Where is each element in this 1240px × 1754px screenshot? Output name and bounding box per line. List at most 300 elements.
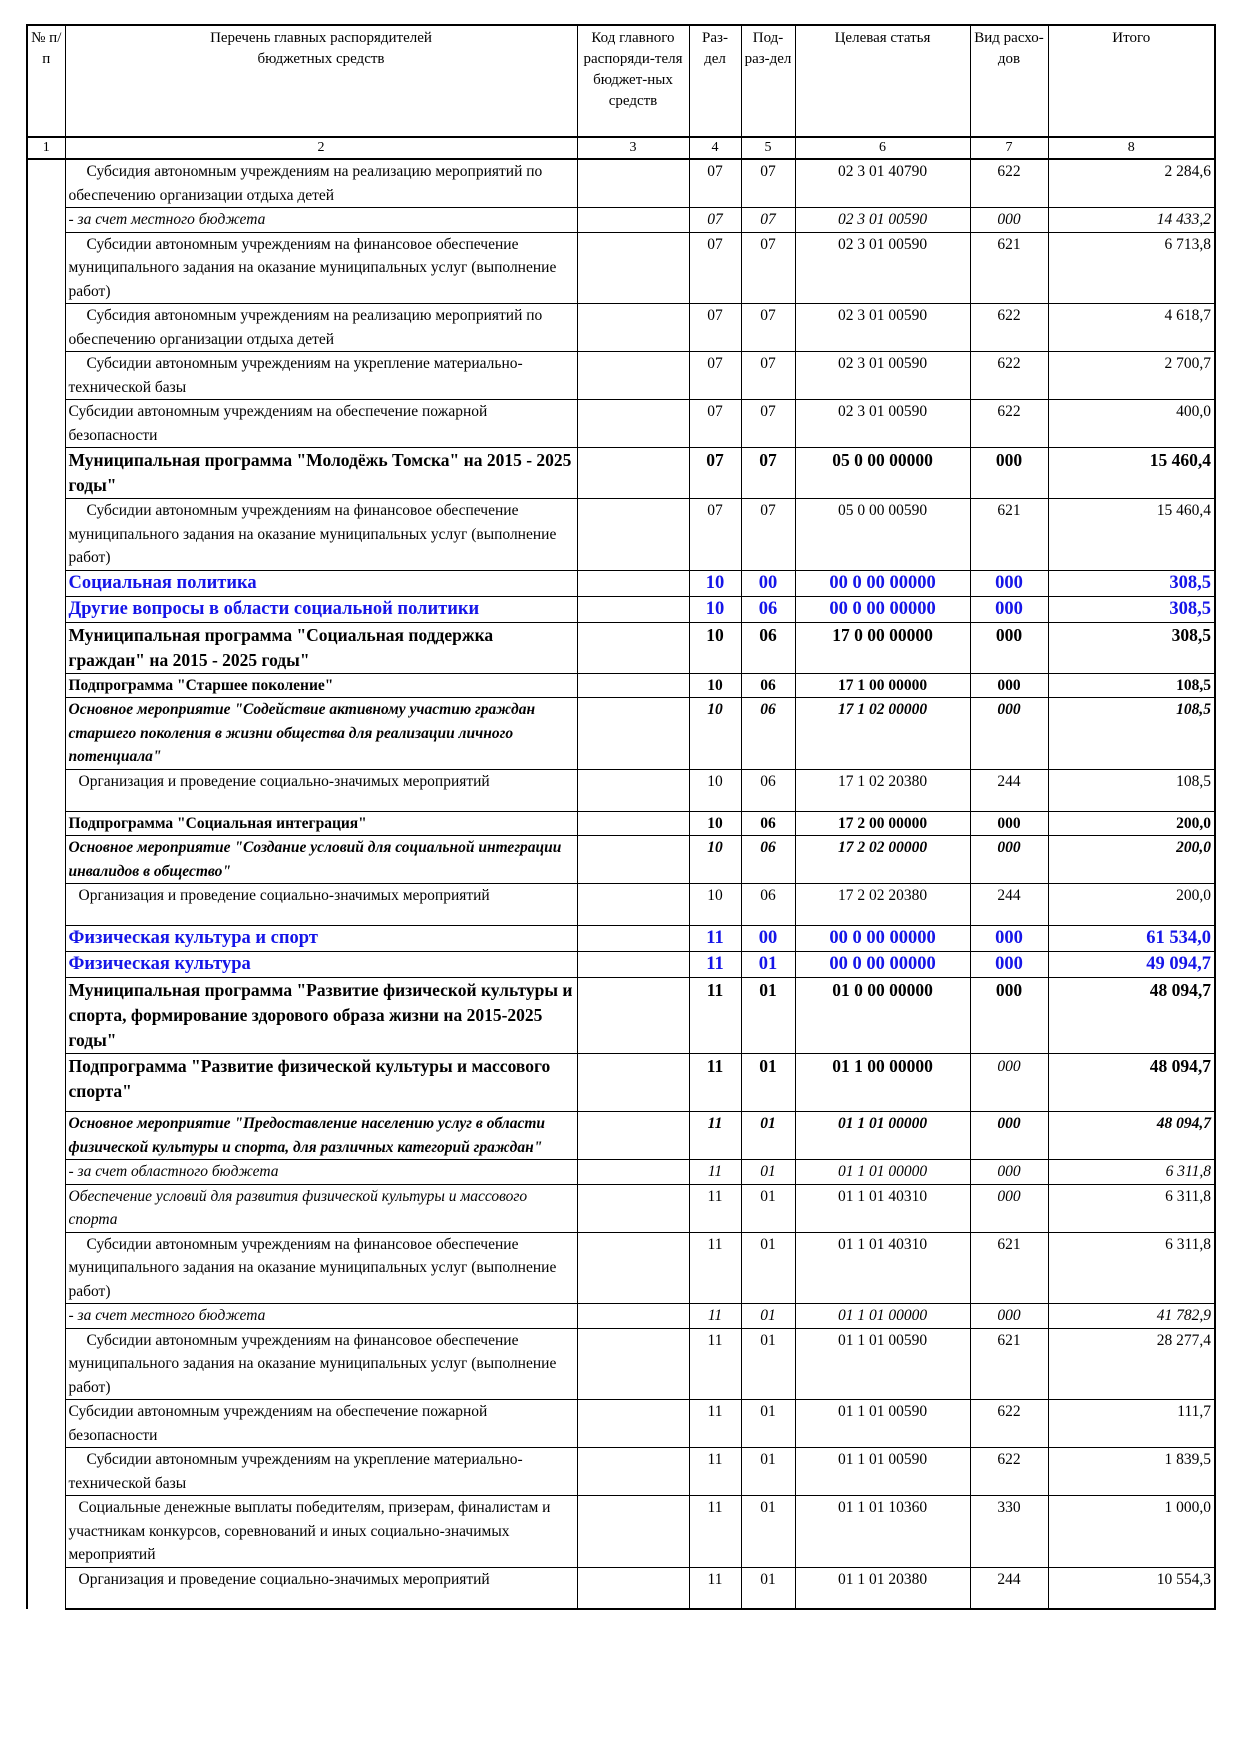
row-name: Социальная политика <box>65 570 577 596</box>
row-razdel: 07 <box>689 400 741 448</box>
row-code <box>577 1496 689 1568</box>
row-itogo: 200,0 <box>1048 811 1215 836</box>
row-razdel: 11 <box>689 1400 741 1448</box>
row-statya: 01 0 00 00000 <box>795 978 970 1054</box>
row-itogo: 111,7 <box>1048 1400 1215 1448</box>
row-razdel: 11 <box>689 1496 741 1568</box>
row-num <box>27 1400 65 1448</box>
row-itogo: 2 700,7 <box>1048 352 1215 400</box>
row-itogo: 6 713,8 <box>1048 232 1215 304</box>
row-razdel: 10 <box>689 596 741 622</box>
row-razdel: 11 <box>689 1054 741 1112</box>
row-name: Муниципальная программа "Социальная поддержка граждан" на 2015 - 2025 годы" <box>65 622 577 673</box>
row-num <box>27 1054 65 1112</box>
row-statya: 02 3 01 00590 <box>795 232 970 304</box>
row-statya: 17 2 02 00000 <box>795 836 970 884</box>
table-row <box>27 1232 1215 1304</box>
row-name: Организация и проведение социально-значимых мероприятий <box>65 769 577 811</box>
row-num <box>27 1232 65 1304</box>
row-razdel: 11 <box>689 1112 741 1160</box>
row-name: Подпрограмма "Старшее поколение" <box>65 673 577 698</box>
row-podrazdel: 00 <box>741 570 795 596</box>
row-code <box>577 1328 689 1400</box>
row-statya: 01 1 01 00000 <box>795 1112 970 1160</box>
table-row <box>27 622 1215 673</box>
row-podrazdel: 07 <box>741 159 795 208</box>
row-num <box>27 448 65 499</box>
table-row <box>27 1054 1215 1112</box>
row-code <box>577 952 689 978</box>
budget-table-page <box>26 24 1214 1610</box>
row-vid: 000 <box>970 622 1048 673</box>
row-statya: 05 0 00 00000 <box>795 448 970 499</box>
row-itogo: 49 094,7 <box>1048 952 1215 978</box>
row-vid: 000 <box>970 811 1048 836</box>
table-row <box>27 570 1215 596</box>
col-number-6: 6 <box>795 137 970 159</box>
row-statya: 01 1 01 20380 <box>795 1567 970 1609</box>
row-code <box>577 596 689 622</box>
row-vid: 244 <box>970 884 1048 926</box>
header-vid: Вид расхо-дов <box>970 25 1048 137</box>
row-name: Субсидии автономным учреждениям на укрепление материально-технической базы <box>65 352 577 400</box>
row-num <box>27 499 65 571</box>
row-statya: 00 0 00 00000 <box>795 596 970 622</box>
row-statya: 01 1 01 00000 <box>795 1160 970 1185</box>
row-statya: 01 1 01 40310 <box>795 1232 970 1304</box>
row-vid: 000 <box>970 952 1048 978</box>
row-razdel: 07 <box>689 448 741 499</box>
row-itogo: 48 094,7 <box>1048 978 1215 1054</box>
row-name: Подпрограмма "Развитие физической культуры и массового спорта" <box>65 1054 577 1112</box>
row-name: Основное мероприятие "Создание условий для социальной интеграции инвалидов в общество" <box>65 836 577 884</box>
row-vid: 000 <box>970 673 1048 698</box>
row-itogo: 28 277,4 <box>1048 1328 1215 1400</box>
row-statya: 01 1 01 00590 <box>795 1448 970 1496</box>
row-vid: 622 <box>970 400 1048 448</box>
row-code <box>577 400 689 448</box>
row-num <box>27 1567 65 1609</box>
row-code <box>577 352 689 400</box>
row-itogo: 1 000,0 <box>1048 1496 1215 1568</box>
row-statya: 01 1 01 00590 <box>795 1328 970 1400</box>
row-vid: 622 <box>970 1400 1048 1448</box>
row-num <box>27 208 65 233</box>
row-podrazdel: 06 <box>741 596 795 622</box>
row-razdel: 07 <box>689 352 741 400</box>
header-itogo: Итого <box>1048 25 1215 137</box>
row-name: Субсидия автономным учреждениям на реализацию мероприятий по обеспечению организации отдыха детей <box>65 304 577 352</box>
row-podrazdel: 01 <box>741 1496 795 1568</box>
row-name: Субсидия автономным учреждениям на реализацию мероприятий по обеспечению организации отдыха детей <box>65 159 577 208</box>
row-podrazdel: 01 <box>741 952 795 978</box>
row-podrazdel: 07 <box>741 448 795 499</box>
row-code <box>577 1232 689 1304</box>
row-podrazdel: 00 <box>741 926 795 952</box>
row-itogo: 308,5 <box>1048 596 1215 622</box>
row-vid: 622 <box>970 352 1048 400</box>
row-podrazdel: 01 <box>741 978 795 1054</box>
row-name: Организация и проведение социально-значимых мероприятий <box>65 884 577 926</box>
row-vid: 000 <box>970 570 1048 596</box>
row-itogo: 10 554,3 <box>1048 1567 1215 1609</box>
table-row <box>27 952 1215 978</box>
row-statya: 01 1 01 10360 <box>795 1496 970 1568</box>
row-statya: 02 3 01 00590 <box>795 304 970 352</box>
row-name: Физическая культура и спорт <box>65 926 577 952</box>
row-razdel: 11 <box>689 1160 741 1185</box>
row-vid: 622 <box>970 304 1048 352</box>
row-num <box>27 1184 65 1232</box>
row-num <box>27 159 65 208</box>
row-razdel: 10 <box>689 836 741 884</box>
row-num <box>27 769 65 811</box>
row-num <box>27 232 65 304</box>
row-podrazdel: 07 <box>741 352 795 400</box>
table-row <box>27 352 1215 400</box>
row-vid: 621 <box>970 1232 1048 1304</box>
table-row <box>27 304 1215 352</box>
row-itogo: 308,5 <box>1048 570 1215 596</box>
row-razdel: 10 <box>689 811 741 836</box>
row-itogo: 6 311,8 <box>1048 1160 1215 1185</box>
row-statya: 02 3 01 40790 <box>795 159 970 208</box>
header-razdel: Раз-дел <box>689 25 741 137</box>
row-code <box>577 1448 689 1496</box>
row-itogo: 15 460,4 <box>1048 448 1215 499</box>
row-vid: 621 <box>970 1328 1048 1400</box>
row-statya: 02 3 01 00590 <box>795 208 970 233</box>
row-razdel: 11 <box>689 1328 741 1400</box>
row-itogo: 108,5 <box>1048 769 1215 811</box>
row-name: Другие вопросы в области социальной политики <box>65 596 577 622</box>
row-statya: 02 3 01 00590 <box>795 400 970 448</box>
table-row <box>27 1400 1215 1448</box>
row-vid: 000 <box>970 698 1048 770</box>
row-num <box>27 811 65 836</box>
row-name: Физическая культура <box>65 952 577 978</box>
row-statya: 00 0 00 00000 <box>795 926 970 952</box>
row-itogo: 108,5 <box>1048 698 1215 770</box>
row-vid: 000 <box>970 208 1048 233</box>
row-itogo: 6 311,8 <box>1048 1232 1215 1304</box>
row-razdel: 10 <box>689 622 741 673</box>
row-name: Субсидии автономным учреждениям на обеспечение пожарной безопасности <box>65 1400 577 1448</box>
row-code <box>577 159 689 208</box>
row-code <box>577 836 689 884</box>
table-row <box>27 811 1215 836</box>
header-podrazdel: Под-раз-дел <box>741 25 795 137</box>
row-num <box>27 352 65 400</box>
row-name: Субсидии автономным учреждениям на укрепление материально-технической базы <box>65 1448 577 1496</box>
row-num <box>27 952 65 978</box>
row-podrazdel: 06 <box>741 769 795 811</box>
row-itogo: 48 094,7 <box>1048 1054 1215 1112</box>
row-name: - за счет областного бюджета <box>65 1160 577 1185</box>
table-row <box>27 1112 1215 1160</box>
row-vid: 000 <box>970 836 1048 884</box>
row-vid: 244 <box>970 1567 1048 1609</box>
row-statya: 17 2 02 20380 <box>795 884 970 926</box>
row-statya: 05 0 00 00590 <box>795 499 970 571</box>
row-podrazdel: 06 <box>741 836 795 884</box>
budget-table <box>26 24 1216 1610</box>
row-name: Подпрограмма "Социальная интеграция" <box>65 811 577 836</box>
table-row <box>27 836 1215 884</box>
row-num <box>27 596 65 622</box>
row-podrazdel: 07 <box>741 400 795 448</box>
row-razdel: 10 <box>689 884 741 926</box>
row-itogo: 61 534,0 <box>1048 926 1215 952</box>
row-statya: 01 1 01 40310 <box>795 1184 970 1232</box>
table-row <box>27 1448 1215 1496</box>
row-code <box>577 769 689 811</box>
row-num <box>27 673 65 698</box>
header-num: № п/п <box>27 25 65 137</box>
col-number-7: 7 <box>970 137 1048 159</box>
header-statya: Целевая статья <box>795 25 970 137</box>
row-num <box>27 1112 65 1160</box>
row-podrazdel: 01 <box>741 1328 795 1400</box>
row-podrazdel: 01 <box>741 1448 795 1496</box>
row-code <box>577 304 689 352</box>
row-name: Субсидии автономным учреждениям на финансовое обеспечение муниципального задания на оказание муниципальных услуг (выполнение работ) <box>65 232 577 304</box>
row-code <box>577 673 689 698</box>
row-vid: 000 <box>970 1160 1048 1185</box>
row-code <box>577 448 689 499</box>
row-razdel: 11 <box>689 1567 741 1609</box>
row-vid: 000 <box>970 1184 1048 1232</box>
col-number-8: 8 <box>1048 137 1215 159</box>
header-name-line1: Перечень главных распорядителей <box>210 30 432 46</box>
row-razdel: 11 <box>689 978 741 1054</box>
row-podrazdel: 01 <box>741 1184 795 1232</box>
row-code <box>577 622 689 673</box>
row-code <box>577 1184 689 1232</box>
row-podrazdel: 07 <box>741 232 795 304</box>
table-row <box>27 769 1215 811</box>
row-statya: 17 1 02 20380 <box>795 769 970 811</box>
row-podrazdel: 01 <box>741 1160 795 1185</box>
row-razdel: 11 <box>689 1184 741 1232</box>
row-name: - за счет местного бюджета <box>65 208 577 233</box>
row-name: - за счет местного бюджета <box>65 1304 577 1329</box>
row-vid: 000 <box>970 1054 1048 1112</box>
row-razdel: 11 <box>689 1232 741 1304</box>
row-podrazdel: 06 <box>741 698 795 770</box>
row-statya: 17 1 02 00000 <box>795 698 970 770</box>
row-vid: 000 <box>970 926 1048 952</box>
table-row <box>27 499 1215 571</box>
row-num <box>27 570 65 596</box>
row-code <box>577 1160 689 1185</box>
row-code <box>577 1400 689 1448</box>
row-itogo: 200,0 <box>1048 836 1215 884</box>
row-itogo: 41 782,9 <box>1048 1304 1215 1329</box>
table-row <box>27 673 1215 698</box>
row-name: Субсидии автономным учреждениям на финансовое обеспечение муниципального задания на оказание муниципальных услуг (выполнение работ) <box>65 1232 577 1304</box>
row-itogo: 308,5 <box>1048 622 1215 673</box>
row-vid: 000 <box>970 448 1048 499</box>
row-podrazdel: 01 <box>741 1567 795 1609</box>
row-code <box>577 499 689 571</box>
table-row <box>27 1304 1215 1329</box>
row-vid: 244 <box>970 769 1048 811</box>
row-vid: 000 <box>970 978 1048 1054</box>
header-name <box>65 25 577 137</box>
row-num <box>27 926 65 952</box>
row-razdel: 10 <box>689 698 741 770</box>
col-number-3: 3 <box>577 137 689 159</box>
row-num <box>27 400 65 448</box>
table-row <box>27 232 1215 304</box>
row-statya: 01 1 00 00000 <box>795 1054 970 1112</box>
row-razdel: 11 <box>689 952 741 978</box>
row-vid: 000 <box>970 596 1048 622</box>
row-code <box>577 811 689 836</box>
row-razdel: 07 <box>689 232 741 304</box>
row-razdel: 10 <box>689 570 741 596</box>
row-razdel: 07 <box>689 159 741 208</box>
row-name: Обеспечение условий для развития физической культуры и массового спорта <box>65 1184 577 1232</box>
row-name: Субсидии автономным учреждениям на финансовое обеспечение муниципального задания на оказание муниципальных услуг (выполнение работ) <box>65 1328 577 1400</box>
row-statya: 01 1 01 00590 <box>795 1400 970 1448</box>
row-name: Субсидии автономным учреждениям на обеспечение пожарной безопасности <box>65 400 577 448</box>
table-row <box>27 400 1215 448</box>
col-number-1: 1 <box>27 137 65 159</box>
table-row <box>27 1184 1215 1232</box>
row-itogo: 200,0 <box>1048 884 1215 926</box>
row-itogo: 108,5 <box>1048 673 1215 698</box>
header-code: Код главного распоряди-теля бюджет-ных средств <box>577 25 689 137</box>
row-num <box>27 1496 65 1568</box>
row-podrazdel: 06 <box>741 622 795 673</box>
row-num <box>27 698 65 770</box>
table-row <box>27 1567 1215 1609</box>
row-itogo: 400,0 <box>1048 400 1215 448</box>
row-itogo: 15 460,4 <box>1048 499 1215 571</box>
row-vid: 621 <box>970 499 1048 571</box>
row-statya: 17 2 00 00000 <box>795 811 970 836</box>
row-code <box>577 698 689 770</box>
row-statya: 02 3 01 00590 <box>795 352 970 400</box>
table-body <box>27 159 1215 1609</box>
table-row <box>27 978 1215 1054</box>
row-code <box>577 884 689 926</box>
row-num <box>27 1328 65 1400</box>
row-podrazdel: 01 <box>741 1232 795 1304</box>
row-razdel: 10 <box>689 769 741 811</box>
table-row <box>27 698 1215 770</box>
row-itogo: 1 839,5 <box>1048 1448 1215 1496</box>
row-podrazdel: 01 <box>741 1304 795 1329</box>
row-vid: 622 <box>970 1448 1048 1496</box>
row-code <box>577 1054 689 1112</box>
row-razdel: 07 <box>689 499 741 571</box>
table-row <box>27 596 1215 622</box>
row-razdel: 11 <box>689 1304 741 1329</box>
row-code <box>577 926 689 952</box>
row-razdel: 11 <box>689 926 741 952</box>
table-row <box>27 448 1215 499</box>
row-num <box>27 884 65 926</box>
row-itogo: 4 618,7 <box>1048 304 1215 352</box>
table-row <box>27 884 1215 926</box>
col-number-2: 2 <box>65 137 577 159</box>
row-podrazdel: 06 <box>741 884 795 926</box>
row-code <box>577 1112 689 1160</box>
table-row <box>27 159 1215 208</box>
header-name-line2: бюджетных средств <box>257 51 385 67</box>
table-row <box>27 1328 1215 1400</box>
row-vid: 000 <box>970 1112 1048 1160</box>
row-num <box>27 1160 65 1185</box>
row-num <box>27 1304 65 1329</box>
row-itogo: 2 284,6 <box>1048 159 1215 208</box>
row-name: Муниципальная программа "Развитие физической культуры и спорта, формирование здорового образа жизни на 2015-2025 годы" <box>65 978 577 1054</box>
row-name: Основное мероприятие "Предоставление населению услуг в области физической культуры и спорта, для различных категорий граждан" <box>65 1112 577 1160</box>
row-code <box>577 208 689 233</box>
row-code <box>577 978 689 1054</box>
table-row <box>27 208 1215 233</box>
row-name: Социальные денежные выплаты победителям, призерам, финалистам и участникам конкурсов, соревнований и иных социально-значимых мероприятий <box>65 1496 577 1568</box>
row-name: Организация и проведение социально-значимых мероприятий <box>65 1567 577 1609</box>
row-statya: 17 1 00 00000 <box>795 673 970 698</box>
row-name: Субсидии автономным учреждениям на финансовое обеспечение муниципального задания на оказание муниципальных услуг (выполнение работ) <box>65 499 577 571</box>
row-name: Муниципальная программа "Молодёжь Томска" на 2015 - 2025 годы" <box>65 448 577 499</box>
row-razdel: 10 <box>689 673 741 698</box>
col-number-5: 5 <box>741 137 795 159</box>
row-statya: 01 1 01 00000 <box>795 1304 970 1329</box>
row-statya: 17 0 00 00000 <box>795 622 970 673</box>
row-podrazdel: 07 <box>741 304 795 352</box>
row-code <box>577 232 689 304</box>
row-num <box>27 1448 65 1496</box>
row-razdel: 11 <box>689 1448 741 1496</box>
row-num <box>27 836 65 884</box>
row-num <box>27 304 65 352</box>
row-podrazdel: 06 <box>741 673 795 698</box>
row-num <box>27 978 65 1054</box>
row-itogo: 14 433,2 <box>1048 208 1215 233</box>
row-num <box>27 622 65 673</box>
row-vid: 330 <box>970 1496 1048 1568</box>
row-podrazdel: 01 <box>741 1054 795 1112</box>
row-podrazdel: 06 <box>741 811 795 836</box>
row-statya: 00 0 00 00000 <box>795 952 970 978</box>
col-number-4: 4 <box>689 137 741 159</box>
row-code <box>577 570 689 596</box>
row-itogo: 48 094,7 <box>1048 1112 1215 1160</box>
row-code <box>577 1567 689 1609</box>
row-podrazdel: 01 <box>741 1400 795 1448</box>
row-podrazdel: 01 <box>741 1112 795 1160</box>
row-name: Основное мероприятие "Содействие активному участию граждан старшего поколения в жизни общества для реализации личного потенциала" <box>65 698 577 770</box>
row-razdel: 07 <box>689 304 741 352</box>
row-statya: 00 0 00 00000 <box>795 570 970 596</box>
table-row <box>27 1496 1215 1568</box>
row-podrazdel: 07 <box>741 499 795 571</box>
row-vid: 000 <box>970 1304 1048 1329</box>
row-vid: 621 <box>970 232 1048 304</box>
row-podrazdel: 07 <box>741 208 795 233</box>
table-row <box>27 1160 1215 1185</box>
row-itogo: 6 311,8 <box>1048 1184 1215 1232</box>
row-code <box>577 1304 689 1329</box>
row-vid: 622 <box>970 159 1048 208</box>
table-row <box>27 926 1215 952</box>
row-razdel: 07 <box>689 208 741 233</box>
